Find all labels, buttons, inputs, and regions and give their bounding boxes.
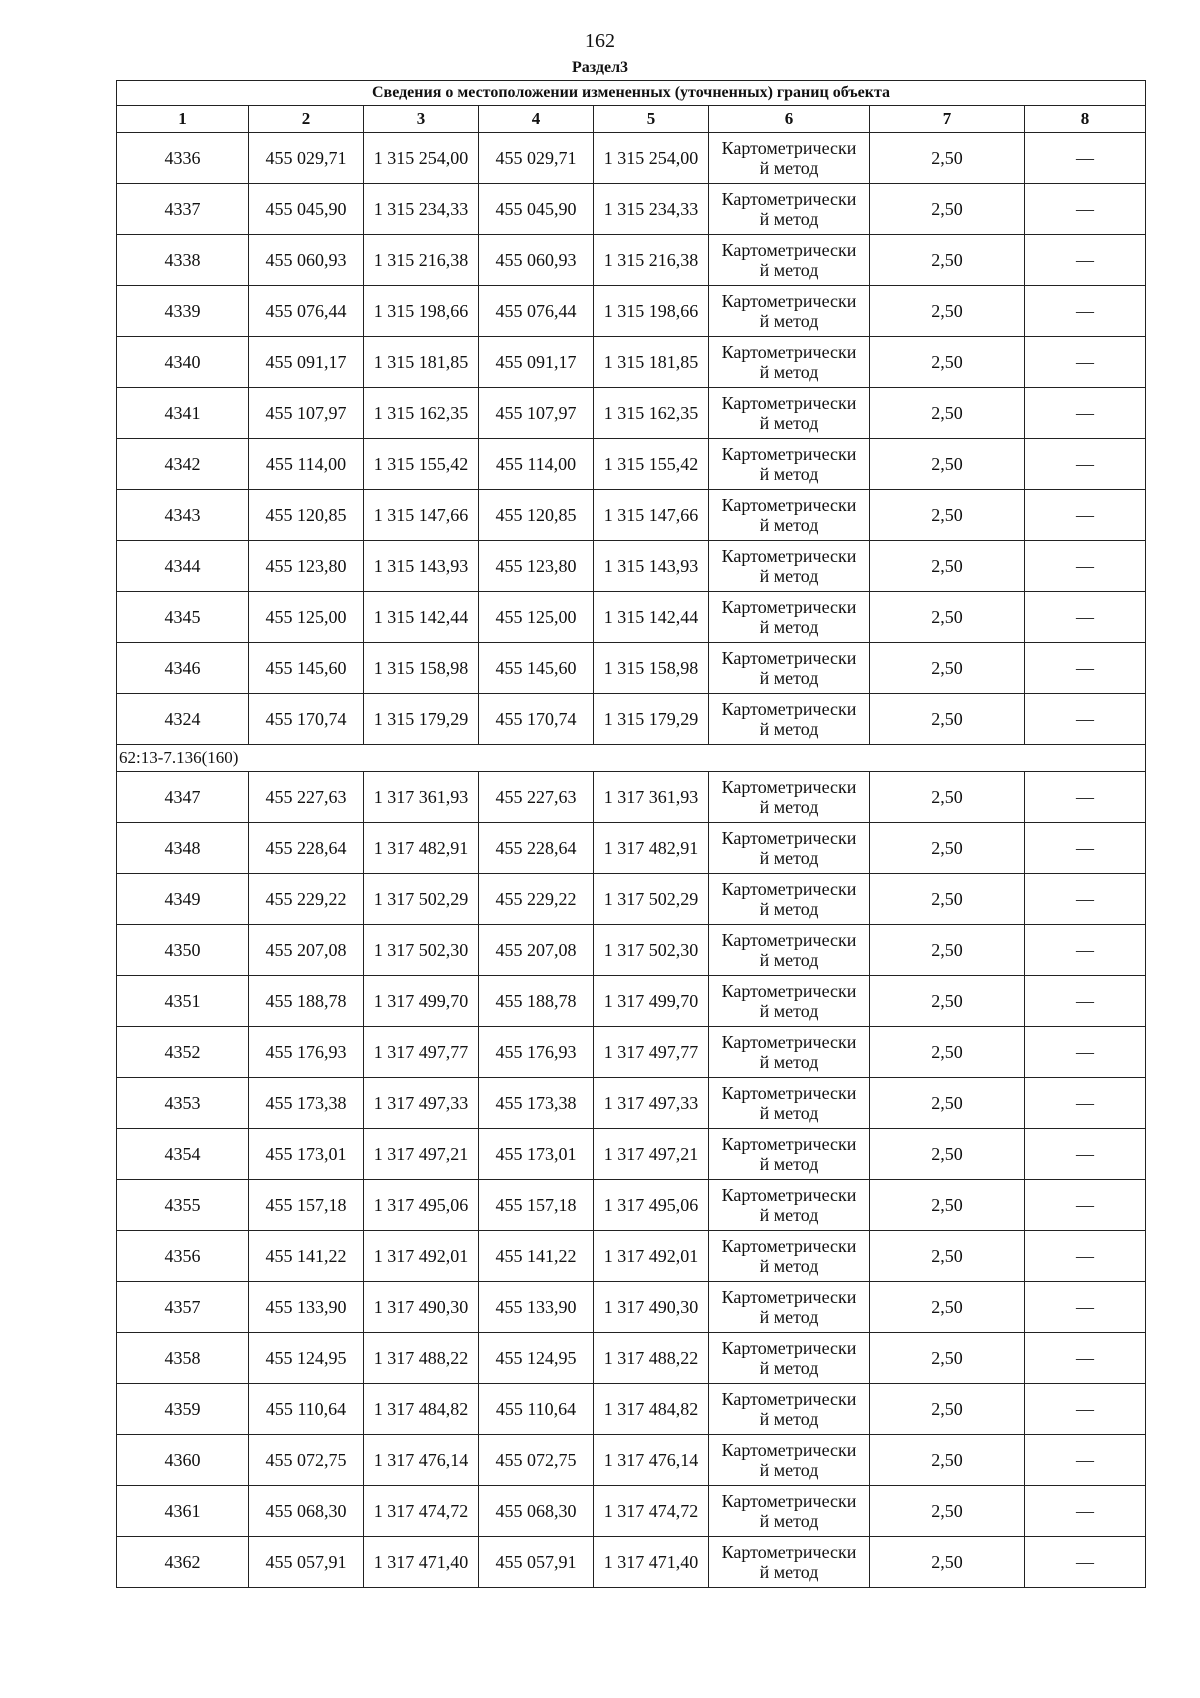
x-refined-cell: 455 170,74 — [479, 694, 594, 745]
x-existing-cell: 455 145,60 — [249, 643, 364, 694]
y-refined-cell: 1 317 476,14 — [594, 1435, 709, 1486]
accuracy-cell: 2,50 — [870, 1486, 1025, 1537]
x-refined-cell: 455 114,00 — [479, 439, 594, 490]
table-row — [117, 1027, 1146, 1078]
point-number-cell: 4324 — [117, 694, 249, 745]
method-cell: Картометрически й метод — [709, 1537, 870, 1588]
description-cell: — — [1025, 286, 1146, 337]
y-refined-cell: 1 317 492,01 — [594, 1231, 709, 1282]
x-existing-cell: 455 173,38 — [249, 1078, 364, 1129]
y-existing-cell: 1 315 158,98 — [364, 643, 479, 694]
method-cell: Картометрически й метод — [709, 439, 870, 490]
boundary-coordinates-table — [116, 80, 1146, 1588]
column-header: 7 — [870, 106, 1025, 133]
column-header: 8 — [1025, 106, 1146, 133]
x-refined-cell: 455 133,90 — [479, 1282, 594, 1333]
accuracy-cell: 2,50 — [870, 1027, 1025, 1078]
accuracy-cell: 2,50 — [870, 388, 1025, 439]
y-refined-cell: 1 317 497,77 — [594, 1027, 709, 1078]
accuracy-cell: 2,50 — [870, 184, 1025, 235]
accuracy-cell: 2,50 — [870, 874, 1025, 925]
x-refined-cell: 455 091,17 — [479, 337, 594, 388]
y-refined-cell: 1 315 179,29 — [594, 694, 709, 745]
method-cell: Картометрически й метод — [709, 184, 870, 235]
method-cell: Картометрически й метод — [709, 1231, 870, 1282]
group-row — [117, 745, 1146, 772]
point-number-cell: 4342 — [117, 439, 249, 490]
description-cell: — — [1025, 592, 1146, 643]
method-cell: Картометрически й метод — [709, 874, 870, 925]
point-number-cell: 4353 — [117, 1078, 249, 1129]
y-existing-cell: 1 317 484,82 — [364, 1384, 479, 1435]
x-refined-cell: 455 125,00 — [479, 592, 594, 643]
description-cell: — — [1025, 388, 1146, 439]
x-refined-cell: 455 229,22 — [479, 874, 594, 925]
point-number-cell: 4360 — [117, 1435, 249, 1486]
x-existing-cell: 455 123,80 — [249, 541, 364, 592]
column-header: 6 — [709, 106, 870, 133]
y-refined-cell: 1 317 474,72 — [594, 1486, 709, 1537]
method-cell: Картометрически й метод — [709, 925, 870, 976]
x-existing-cell: 455 091,17 — [249, 337, 364, 388]
table-row — [117, 235, 1146, 286]
x-refined-cell: 455 173,01 — [479, 1129, 594, 1180]
description-cell: — — [1025, 1180, 1146, 1231]
point-number-cell: 4350 — [117, 925, 249, 976]
description-cell: — — [1025, 643, 1146, 694]
page-number: 162 — [585, 30, 615, 52]
y-existing-cell: 1 317 474,72 — [364, 1486, 479, 1537]
column-header-row — [117, 106, 1146, 133]
description-cell: — — [1025, 133, 1146, 184]
y-existing-cell: 1 317 495,06 — [364, 1180, 479, 1231]
table-row — [117, 388, 1146, 439]
table-row — [117, 439, 1146, 490]
table-row — [117, 1537, 1146, 1588]
table-row — [117, 1180, 1146, 1231]
accuracy-cell: 2,50 — [870, 1537, 1025, 1588]
description-cell: — — [1025, 1231, 1146, 1282]
description-cell: — — [1025, 1282, 1146, 1333]
method-cell: Картометрически й метод — [709, 235, 870, 286]
table-row — [117, 925, 1146, 976]
table-row — [117, 1486, 1146, 1537]
y-refined-cell: 1 315 147,66 — [594, 490, 709, 541]
x-existing-cell: 455 133,90 — [249, 1282, 364, 1333]
y-existing-cell: 1 315 162,35 — [364, 388, 479, 439]
method-cell: Картометрически й метод — [709, 823, 870, 874]
x-existing-cell: 455 173,01 — [249, 1129, 364, 1180]
method-cell: Картометрически й метод — [709, 772, 870, 823]
x-refined-cell: 455 141,22 — [479, 1231, 594, 1282]
x-refined-cell: 455 228,64 — [479, 823, 594, 874]
accuracy-cell: 2,50 — [870, 643, 1025, 694]
description-cell: — — [1025, 874, 1146, 925]
y-existing-cell: 1 317 488,22 — [364, 1333, 479, 1384]
description-cell: — — [1025, 184, 1146, 235]
point-number-cell: 4344 — [117, 541, 249, 592]
y-refined-cell: 1 317 471,40 — [594, 1537, 709, 1588]
x-existing-cell: 455 060,93 — [249, 235, 364, 286]
accuracy-cell: 2,50 — [870, 925, 1025, 976]
x-existing-cell: 455 110,64 — [249, 1384, 364, 1435]
description-cell: — — [1025, 1027, 1146, 1078]
point-number-cell: 4346 — [117, 643, 249, 694]
y-refined-cell: 1 315 158,98 — [594, 643, 709, 694]
y-existing-cell: 1 317 492,01 — [364, 1231, 479, 1282]
y-refined-cell: 1 317 502,30 — [594, 925, 709, 976]
x-refined-cell: 455 207,08 — [479, 925, 594, 976]
y-existing-cell: 1 317 497,77 — [364, 1027, 479, 1078]
point-number-cell: 4345 — [117, 592, 249, 643]
point-number-cell: 4351 — [117, 976, 249, 1027]
point-number-cell: 4356 — [117, 1231, 249, 1282]
point-number-cell: 4341 — [117, 388, 249, 439]
y-existing-cell: 1 317 499,70 — [364, 976, 479, 1027]
method-cell: Картометрически й метод — [709, 490, 870, 541]
method-cell: Картометрически й метод — [709, 643, 870, 694]
table-row — [117, 1384, 1146, 1435]
column-header: 5 — [594, 106, 709, 133]
table-row — [117, 592, 1146, 643]
point-number-cell: 4347 — [117, 772, 249, 823]
description-cell: — — [1025, 235, 1146, 286]
y-refined-cell: 1 317 502,29 — [594, 874, 709, 925]
accuracy-cell: 2,50 — [870, 439, 1025, 490]
method-cell: Картометрически й метод — [709, 388, 870, 439]
y-existing-cell: 1 315 142,44 — [364, 592, 479, 643]
table-row — [117, 1231, 1146, 1282]
accuracy-cell: 2,50 — [870, 823, 1025, 874]
x-refined-cell: 455 107,97 — [479, 388, 594, 439]
x-existing-cell: 455 068,30 — [249, 1486, 364, 1537]
point-number-cell: 4338 — [117, 235, 249, 286]
accuracy-cell: 2,50 — [870, 541, 1025, 592]
description-cell: — — [1025, 1486, 1146, 1537]
parcel-number-label: 62:13-7.136(160) — [117, 745, 1146, 772]
x-refined-cell: 455 110,64 — [479, 1384, 594, 1435]
method-cell: Картометрически й метод — [709, 133, 870, 184]
method-cell: Картометрически й метод — [709, 337, 870, 388]
y-existing-cell: 1 315 216,38 — [364, 235, 479, 286]
table-row — [117, 541, 1146, 592]
method-cell: Картометрически й метод — [709, 1486, 870, 1537]
accuracy-cell: 2,50 — [870, 772, 1025, 823]
point-number-cell: 4343 — [117, 490, 249, 541]
y-refined-cell: 1 315 216,38 — [594, 235, 709, 286]
table-row — [117, 772, 1146, 823]
table-row — [117, 874, 1146, 925]
method-cell: Картометрически й метод — [709, 1027, 870, 1078]
x-refined-cell: 455 124,95 — [479, 1333, 594, 1384]
method-cell: Картометрически й метод — [709, 1435, 870, 1486]
x-existing-cell: 455 120,85 — [249, 490, 364, 541]
y-refined-cell: 1 315 143,93 — [594, 541, 709, 592]
x-refined-cell: 455 145,60 — [479, 643, 594, 694]
x-existing-cell: 455 107,97 — [249, 388, 364, 439]
x-existing-cell: 455 207,08 — [249, 925, 364, 976]
description-cell: — — [1025, 1537, 1146, 1588]
y-refined-cell: 1 317 497,21 — [594, 1129, 709, 1180]
table-row — [117, 133, 1146, 184]
x-existing-cell: 455 188,78 — [249, 976, 364, 1027]
accuracy-cell: 2,50 — [870, 1231, 1025, 1282]
x-refined-cell: 455 060,93 — [479, 235, 594, 286]
x-existing-cell: 455 176,93 — [249, 1027, 364, 1078]
method-cell: Картометрически й метод — [709, 1282, 870, 1333]
y-refined-cell: 1 317 499,70 — [594, 976, 709, 1027]
y-refined-cell: 1 317 497,33 — [594, 1078, 709, 1129]
y-refined-cell: 1 315 234,33 — [594, 184, 709, 235]
table-row — [117, 823, 1146, 874]
table-row — [117, 694, 1146, 745]
x-refined-cell: 455 188,78 — [479, 976, 594, 1027]
description-cell: — — [1025, 694, 1146, 745]
y-refined-cell: 1 317 361,93 — [594, 772, 709, 823]
accuracy-cell: 2,50 — [870, 976, 1025, 1027]
method-cell: Картометрически й метод — [709, 976, 870, 1027]
y-refined-cell: 1 315 142,44 — [594, 592, 709, 643]
method-cell: Картометрически й метод — [709, 286, 870, 337]
point-number-cell: 4355 — [117, 1180, 249, 1231]
x-existing-cell: 455 227,63 — [249, 772, 364, 823]
description-cell: — — [1025, 1384, 1146, 1435]
y-refined-cell: 1 317 484,82 — [594, 1384, 709, 1435]
point-number-cell: 4337 — [117, 184, 249, 235]
y-refined-cell: 1 317 495,06 — [594, 1180, 709, 1231]
description-cell: — — [1025, 823, 1146, 874]
y-refined-cell: 1 315 162,35 — [594, 388, 709, 439]
method-cell: Картометрически й метод — [709, 1384, 870, 1435]
accuracy-cell: 2,50 — [870, 1180, 1025, 1231]
table-row — [117, 1333, 1146, 1384]
column-header: 1 — [117, 106, 249, 133]
x-refined-cell: 455 076,44 — [479, 286, 594, 337]
x-refined-cell: 455 173,38 — [479, 1078, 594, 1129]
x-existing-cell: 455 157,18 — [249, 1180, 364, 1231]
description-cell: — — [1025, 490, 1146, 541]
x-existing-cell: 455 057,91 — [249, 1537, 364, 1588]
y-refined-cell: 1 317 488,22 — [594, 1333, 709, 1384]
point-number-cell: 4361 — [117, 1486, 249, 1537]
table-row — [117, 1078, 1146, 1129]
y-existing-cell: 1 315 254,00 — [364, 133, 479, 184]
point-number-cell: 4340 — [117, 337, 249, 388]
x-refined-cell: 455 157,18 — [479, 1180, 594, 1231]
description-cell: — — [1025, 337, 1146, 388]
table-row — [117, 490, 1146, 541]
description-cell: — — [1025, 1333, 1146, 1384]
y-existing-cell: 1 315 234,33 — [364, 184, 479, 235]
accuracy-cell: 2,50 — [870, 1384, 1025, 1435]
y-existing-cell: 1 317 502,29 — [364, 874, 479, 925]
point-number-cell: 4357 — [117, 1282, 249, 1333]
column-header: 2 — [249, 106, 364, 133]
x-existing-cell: 455 029,71 — [249, 133, 364, 184]
x-refined-cell: 455 227,63 — [479, 772, 594, 823]
y-refined-cell: 1 315 198,66 — [594, 286, 709, 337]
point-number-cell: 4359 — [117, 1384, 249, 1435]
description-cell: — — [1025, 976, 1146, 1027]
description-cell: — — [1025, 772, 1146, 823]
table-caption: Сведения о местоположении измененных (уточненных) границ объекта — [117, 81, 1146, 106]
y-refined-cell: 1 315 254,00 — [594, 133, 709, 184]
y-refined-cell: 1 315 155,42 — [594, 439, 709, 490]
point-number-cell: 4362 — [117, 1537, 249, 1588]
y-existing-cell: 1 315 181,85 — [364, 337, 479, 388]
x-refined-cell: 455 068,30 — [479, 1486, 594, 1537]
method-cell: Картометрически й метод — [709, 541, 870, 592]
y-existing-cell: 1 315 198,66 — [364, 286, 479, 337]
description-cell: — — [1025, 1435, 1146, 1486]
x-existing-cell: 455 072,75 — [249, 1435, 364, 1486]
accuracy-cell: 2,50 — [870, 1129, 1025, 1180]
description-cell: — — [1025, 541, 1146, 592]
y-existing-cell: 1 315 147,66 — [364, 490, 479, 541]
description-cell: — — [1025, 1078, 1146, 1129]
x-existing-cell: 455 125,00 — [249, 592, 364, 643]
y-existing-cell: 1 317 502,30 — [364, 925, 479, 976]
table-row — [117, 1435, 1146, 1486]
method-cell: Картометрически й метод — [709, 1078, 870, 1129]
table-row — [117, 337, 1146, 388]
x-existing-cell: 455 141,22 — [249, 1231, 364, 1282]
point-number-cell: 4352 — [117, 1027, 249, 1078]
accuracy-cell: 2,50 — [870, 592, 1025, 643]
x-refined-cell: 455 176,93 — [479, 1027, 594, 1078]
x-existing-cell: 455 170,74 — [249, 694, 364, 745]
x-refined-cell: 455 029,71 — [479, 133, 594, 184]
x-refined-cell: 455 057,91 — [479, 1537, 594, 1588]
table-row — [117, 1129, 1146, 1180]
accuracy-cell: 2,50 — [870, 133, 1025, 184]
x-existing-cell: 455 076,44 — [249, 286, 364, 337]
table-row — [117, 286, 1146, 337]
x-refined-cell: 455 123,80 — [479, 541, 594, 592]
description-cell: — — [1025, 925, 1146, 976]
x-refined-cell: 455 045,90 — [479, 184, 594, 235]
y-existing-cell: 1 315 179,29 — [364, 694, 479, 745]
point-number-cell: 4358 — [117, 1333, 249, 1384]
accuracy-cell: 2,50 — [870, 694, 1025, 745]
point-number-cell: 4354 — [117, 1129, 249, 1180]
column-header: 3 — [364, 106, 479, 133]
table-row — [117, 184, 1146, 235]
method-cell: Картометрически й метод — [709, 1333, 870, 1384]
accuracy-cell: 2,50 — [870, 1333, 1025, 1384]
x-existing-cell: 455 045,90 — [249, 184, 364, 235]
x-existing-cell: 455 229,22 — [249, 874, 364, 925]
section-title: Раздел3 — [571, 59, 629, 76]
description-cell: — — [1025, 439, 1146, 490]
method-cell: Картометрически й метод — [709, 1180, 870, 1231]
column-header: 4 — [479, 106, 594, 133]
x-existing-cell: 455 228,64 — [249, 823, 364, 874]
accuracy-cell: 2,50 — [870, 1282, 1025, 1333]
method-cell: Картометрически й метод — [709, 1129, 870, 1180]
accuracy-cell: 2,50 — [870, 1435, 1025, 1486]
x-refined-cell: 455 120,85 — [479, 490, 594, 541]
y-refined-cell: 1 315 181,85 — [594, 337, 709, 388]
y-existing-cell: 1 317 497,33 — [364, 1078, 479, 1129]
table-body — [117, 133, 1146, 1588]
point-number-cell: 4349 — [117, 874, 249, 925]
point-number-cell: 4348 — [117, 823, 249, 874]
accuracy-cell: 2,50 — [870, 490, 1025, 541]
method-cell: Картометрически й метод — [709, 592, 870, 643]
y-existing-cell: 1 317 476,14 — [364, 1435, 479, 1486]
y-existing-cell: 1 315 143,93 — [364, 541, 479, 592]
y-refined-cell: 1 317 490,30 — [594, 1282, 709, 1333]
accuracy-cell: 2,50 — [870, 286, 1025, 337]
method-cell: Картометрически й метод — [709, 694, 870, 745]
y-existing-cell: 1 315 155,42 — [364, 439, 479, 490]
y-existing-cell: 1 317 490,30 — [364, 1282, 479, 1333]
table-row — [117, 1282, 1146, 1333]
x-existing-cell: 455 114,00 — [249, 439, 364, 490]
accuracy-cell: 2,50 — [870, 235, 1025, 286]
y-existing-cell: 1 317 482,91 — [364, 823, 479, 874]
point-number-cell: 4336 — [117, 133, 249, 184]
accuracy-cell: 2,50 — [870, 337, 1025, 388]
accuracy-cell: 2,50 — [870, 1078, 1025, 1129]
y-existing-cell: 1 317 497,21 — [364, 1129, 479, 1180]
y-existing-cell: 1 317 361,93 — [364, 772, 479, 823]
x-refined-cell: 455 072,75 — [479, 1435, 594, 1486]
table-row — [117, 643, 1146, 694]
y-existing-cell: 1 317 471,40 — [364, 1537, 479, 1588]
x-existing-cell: 455 124,95 — [249, 1333, 364, 1384]
y-refined-cell: 1 317 482,91 — [594, 823, 709, 874]
point-number-cell: 4339 — [117, 286, 249, 337]
description-cell: — — [1025, 1129, 1146, 1180]
table-row — [117, 976, 1146, 1027]
